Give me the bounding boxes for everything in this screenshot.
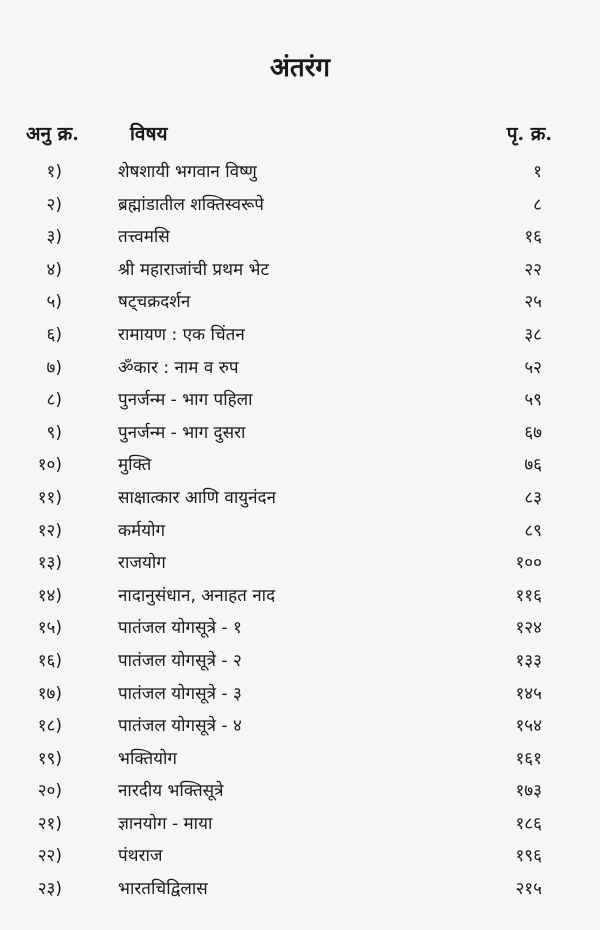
subject: ज्ञानयोग - माया	[118, 813, 213, 834]
table-row	[0, 711, 600, 744]
serial-number: १४)	[37, 585, 62, 606]
page-number: १६१	[515, 748, 542, 769]
page-number: १८६	[515, 813, 542, 834]
page-number: ८३	[524, 487, 542, 508]
page-number: १४५	[515, 683, 542, 704]
header-subject: विषय	[130, 123, 168, 145]
page-number: ८	[533, 194, 542, 215]
subject: पातंजल योगसूत्रे - ३	[118, 683, 242, 704]
page-number: १३३	[515, 650, 542, 671]
table-row	[0, 190, 600, 223]
table-row	[0, 320, 600, 353]
page-number: १००	[515, 553, 542, 574]
serial-number: ६)	[46, 324, 62, 345]
table-row	[0, 613, 600, 646]
subject: रामायण : एक चिंतन	[118, 324, 245, 345]
header-page-number: पृ. क्र.	[506, 123, 552, 145]
page-number: २२	[524, 259, 542, 280]
subject: पातंजल योगसूत्रे - २	[118, 650, 242, 671]
page-number: ५२	[524, 357, 542, 378]
serial-number: १५)	[37, 618, 62, 639]
subject: साक्षात्कार आणि वायुनंदन	[118, 487, 276, 508]
table-row	[0, 548, 600, 581]
subject: ॐकार : नाम व रुप	[118, 357, 239, 378]
serial-number: १०)	[37, 455, 62, 476]
table-row	[0, 450, 600, 483]
table-row	[0, 483, 600, 516]
page-number: १	[533, 162, 542, 182]
serial-number: १)	[46, 162, 62, 182]
serial-number: २२)	[37, 846, 62, 867]
serial-number: ११)	[37, 487, 62, 508]
subject: षट्चक्रदर्शन	[118, 292, 191, 313]
table-header	[0, 120, 600, 150]
table-row	[0, 385, 600, 418]
serial-number: २०)	[37, 781, 62, 802]
page-number: १९६	[515, 846, 542, 867]
page-number: ७६	[524, 455, 542, 476]
subject: मुक्ति	[118, 455, 152, 476]
table-row	[0, 776, 600, 809]
page-number: १५४	[515, 716, 542, 737]
table-row	[0, 157, 600, 190]
serial-number: १८)	[37, 716, 62, 737]
subject: पुनर्जन्म - भाग दुसरा	[118, 422, 246, 443]
subject: राजयोग	[118, 553, 166, 574]
serial-number: २१)	[37, 813, 62, 834]
page-number: ८९	[524, 520, 542, 541]
table-row	[0, 744, 600, 777]
serial-number: ७)	[46, 357, 62, 378]
table-row	[0, 874, 600, 907]
subject: श्री महाराजांची प्रथम भेट	[118, 259, 270, 280]
subject: पंथराज	[118, 846, 163, 867]
serial-number: २३)	[37, 879, 62, 900]
serial-number: १२)	[37, 520, 62, 541]
table-row	[0, 809, 600, 842]
table-row	[0, 418, 600, 451]
table-row	[0, 516, 600, 549]
serial-number: ९)	[46, 422, 62, 443]
table-row	[0, 222, 600, 255]
table-row	[0, 255, 600, 288]
subject: कर्मयोग	[118, 520, 166, 541]
table-row	[0, 353, 600, 386]
subject: पातंजल योगसूत्रे - १	[118, 618, 242, 639]
page-number: १२४	[515, 618, 542, 639]
subject: पातंजल योगसूत्रे - ४	[118, 716, 242, 737]
serial-number: १३)	[37, 553, 62, 574]
page-number: ३८	[524, 324, 542, 345]
serial-number: ५)	[46, 292, 62, 313]
table-row	[0, 841, 600, 874]
table-row	[0, 679, 600, 712]
page-number: १७३	[515, 781, 542, 802]
serial-number: २)	[46, 194, 62, 215]
serial-number: १७)	[37, 683, 62, 704]
page-number: १६	[524, 227, 542, 248]
subject: पुनर्जन्म - भाग पहिला	[118, 390, 253, 411]
page-number: २१५	[515, 879, 542, 900]
serial-number: १६)	[37, 650, 62, 671]
page-title: अंतरंग	[270, 53, 330, 83]
serial-number: ८)	[46, 390, 62, 411]
subject: शेषशायी भगवान विष्णु	[118, 162, 257, 182]
subject: भारतचिद्विलास	[118, 879, 208, 900]
page-number: ६७	[524, 422, 542, 443]
page-number: २५	[524, 292, 542, 313]
subject: नारदीय भक्तिसूत्रे	[118, 781, 224, 802]
subject: भक्तियोग	[118, 748, 177, 769]
serial-number: १९)	[37, 748, 62, 769]
contents-list	[0, 157, 600, 907]
page-number: ५९	[524, 390, 542, 411]
table-row	[0, 646, 600, 679]
table-row	[0, 287, 600, 320]
header-serial-number: अनु क्र.	[26, 123, 79, 145]
table-row	[0, 581, 600, 614]
subject: नादानुसंधान, अनाहत नाद	[118, 585, 276, 606]
page-number: ११६	[515, 585, 542, 606]
serial-number: ४)	[46, 259, 62, 280]
subject: ब्रह्मांडातील शक्तिस्वरूपे	[118, 194, 264, 215]
serial-number: ३)	[46, 227, 62, 248]
subject: तत्त्वमसि	[118, 227, 170, 248]
